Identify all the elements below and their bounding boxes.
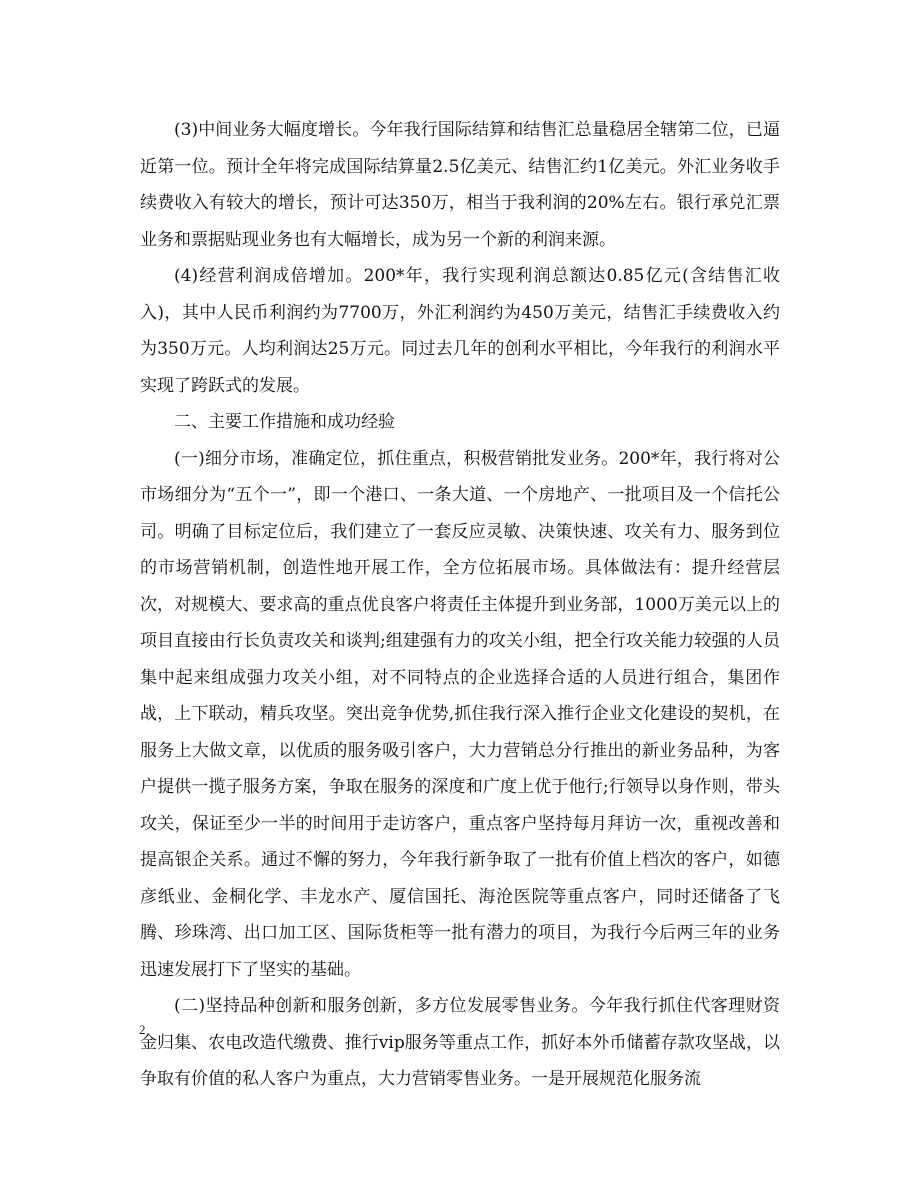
section-heading: 二、主要工作措施和成功经验 bbox=[174, 412, 395, 432]
page-number: 2 bbox=[139, 1022, 146, 1037]
paragraph-intermediate-business: (3)中间业务大幅度增长。今年我行国际结算和结售汇总量稳居全辖第二位，已逼近第一位。预计全年将完成国际结算量2.5亿美元、结售汇约1亿美元。外汇业务收手续费收入有较大的增长，预计可达350万，相当于我利润的20%左右。银行承兑汇票业务和票据贴现业务也有大幅增长，成为另一个新的利润来源。 bbox=[140, 120, 780, 250]
paragraph-retail-business: (二)坚持品种创新和服务创新，多方位发展零售业务。今年我行抓住代客理财资金归集、农电改造代缴费、推行vip服务等重点工作，抓好本外币储蓄存款攻坚战，以争取有价值的私人客户为重点，大力营销零售业务。一是开展规范化服务流 bbox=[140, 996, 780, 1089]
paragraph-market-segmentation: (一)细分市场，准确定位，抓住重点，积极营销批发业务。200*年，我行将对公市场细分为“五个一”，即一个港口、一条大道、一个房地产、一批项目及一个信托公司。明确了目标定位后，我们建立了一套反应灵敏、决策快速、攻关有力、服务到位的市场营销机制，创造性地开展工作，全方位拓展市场。具体做法有：提升经营层次，对规模大、要求高的重点优良客户将责任主体提升到业务部，1000万美元以上的项目直接由行长负责攻关和谈判;组建强有力的攻关小组，把全行攻关能力较强的人员集中起来组成强力攻关小组，对不同特点的企业选择合适的人员进行组合，集团作战，上下联动，精兵攻坚。突出竞争优势,抓住我行深入推行企业文化建设的契机，在服务上大做文章，以优质的服务吸引客户，大力营销总分行推出的新业务品种，为客户提供一揽子服务方案，争取在服务的深度和广度上优于他行;行领导以身作则，带头攻关，保证至少一半的时间用于走访客户，重点客户坚持每月拜访一次，重视改善和提高银企关系。通过不懈的努力，今年我行新争取了一批有价值上档次的客户，如德彦纸业、金桐化学、丰龙水产、厦信国托、海沧医院等重点客户，同时还储备了飞腾、珍珠湾、出口加工区、国际货柜等一批有潜力的项目，为我行今后两三年的业务迅速发展打下了坚实的基础。 bbox=[140, 448, 780, 980]
paragraph-operating-profit: (4)经营利润成倍增加。200*年，我行实现利润总额达0.85亿元(含结售汇收入)，其中人民币利润约为7700万，外汇利润约为450万美元，结售汇手续费收入约为350万元。人均利润达25万元。同过去几年的创利水平相比，今年我行的利润水平实现了跨跃式的发展。 bbox=[140, 266, 780, 396]
body-text bbox=[140, 112, 780, 1098]
